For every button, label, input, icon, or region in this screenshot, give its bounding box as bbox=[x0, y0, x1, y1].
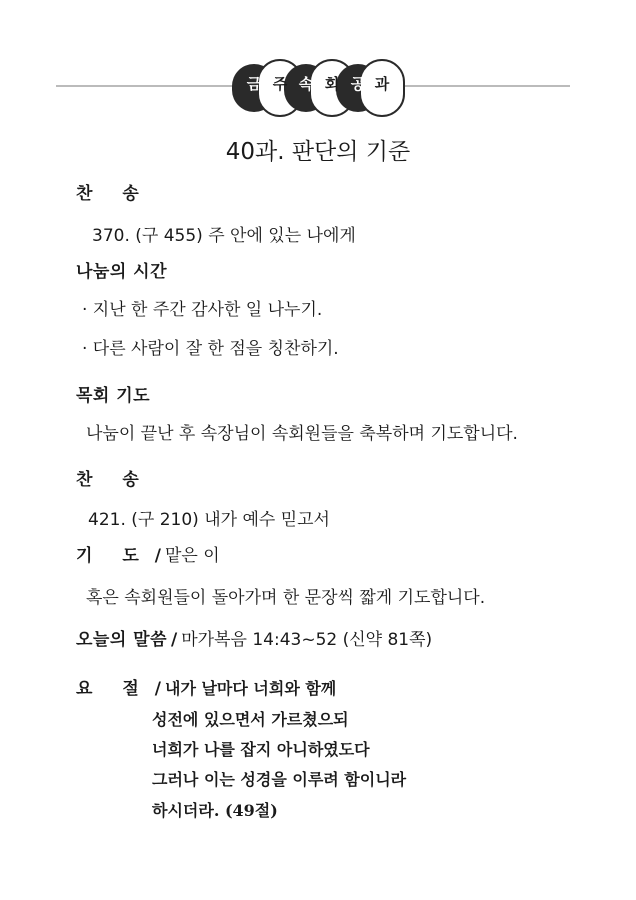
prayer-row bbox=[76, 544, 220, 568]
prayer-heading: 기 도 bbox=[76, 546, 151, 566]
word-row bbox=[76, 628, 432, 652]
header-banner bbox=[0, 52, 636, 122]
leader-prayer-heading: 목회 기도 bbox=[76, 386, 151, 406]
key-verse-row bbox=[76, 677, 336, 701]
word-heading: 오늘의 말씀 bbox=[76, 630, 168, 650]
prayer-assignee: 맡은 이 bbox=[164, 546, 220, 566]
sharing-item: · 다른 사람이 잘 한 점을 칭찬하기. bbox=[82, 339, 339, 359]
hymn-heading: 찬 송 bbox=[76, 184, 151, 204]
key-verse-line: 내가 날마다 너희와 함께 bbox=[164, 679, 337, 698]
prayer-slash: / bbox=[154, 546, 161, 566]
badge-char-3: 속 bbox=[298, 75, 314, 93]
key-verse-line: 성전에 있으면서 가르쳤으되 bbox=[152, 710, 349, 729]
badge-char-4: 회 bbox=[324, 75, 340, 93]
leader-prayer-line: 나눔이 끝난 후 속장님이 속회원들을 축복하며 기도합니다. bbox=[86, 424, 518, 444]
badge-char-6: 과 bbox=[374, 75, 390, 93]
word-reference: 마가복음 14:43~52 (신약 81쪽) bbox=[181, 630, 433, 650]
key-verse-heading: 요 절 bbox=[76, 679, 151, 699]
key-verse-line: 너희가 나를 잡지 아니하였도다 bbox=[152, 740, 370, 759]
badge-char-1: 금 bbox=[246, 75, 262, 93]
page-title: 40과. 판단의 기준 bbox=[225, 139, 411, 165]
prayer-line: 혹은 속회원들이 돌아가며 한 문장씩 짧게 기도합니다. bbox=[86, 588, 486, 608]
badge-char-5: 공 bbox=[350, 75, 366, 93]
hymn-line: 370. (구 455) 주 안에 있는 나에게 bbox=[92, 226, 356, 246]
key-verse-slash: / bbox=[154, 679, 161, 699]
key-verse-line: 그러나 이는 성경을 이루려 함이니라 bbox=[152, 770, 407, 789]
badge-char-2: 주 bbox=[272, 75, 288, 93]
hymn-heading: 찬 송 bbox=[76, 470, 151, 490]
word-slash: / bbox=[171, 630, 178, 650]
hymn-line: 421. (구 210) 내가 예수 믿고서 bbox=[88, 510, 330, 530]
sharing-heading: 나눔의 시간 bbox=[76, 262, 168, 282]
key-verse-line: 하시더라. (49절) bbox=[152, 801, 278, 820]
sharing-item: · 지난 한 주간 감사한 일 나누기. bbox=[82, 300, 323, 320]
